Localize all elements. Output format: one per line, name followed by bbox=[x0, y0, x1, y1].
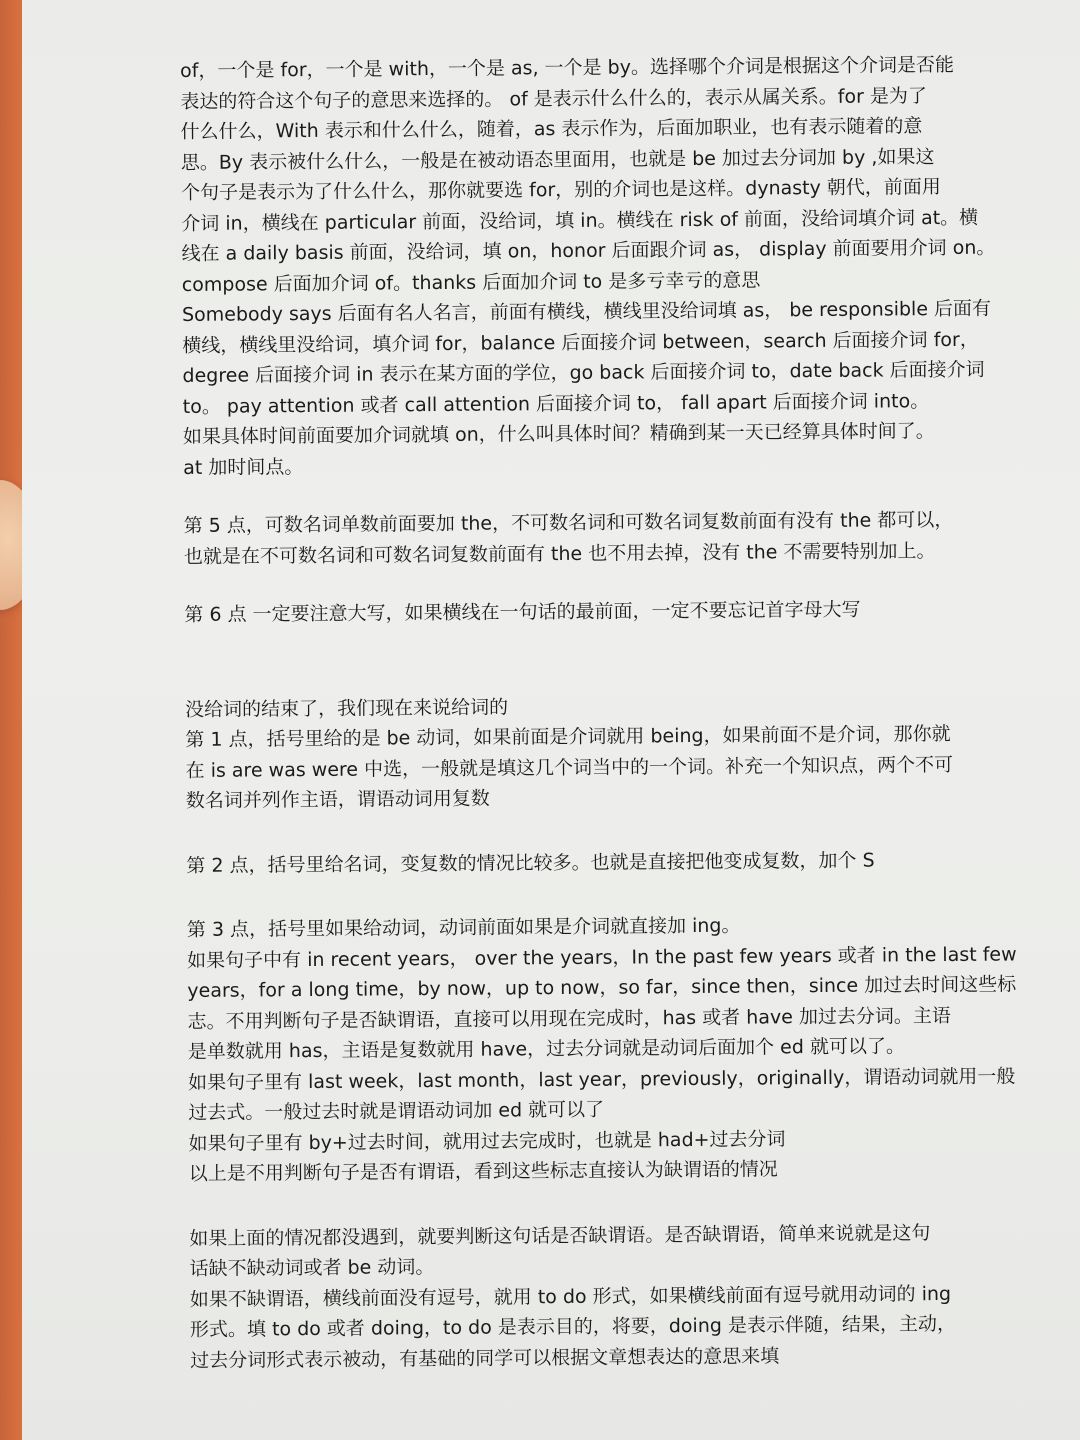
point-6-line: 第 6 点 一定要注意大写，如果横线在一句话的最前面，一定不要忘记首字母大写 bbox=[184, 598, 861, 626]
section-given-words-line: 在 is are was were 中选，一般就是填这几个词当中的一个词。补充一个知识点，两个不可 bbox=[185, 753, 954, 782]
text-line: at 加时间点。 bbox=[183, 455, 304, 479]
section-given-words-line: 没给词的结束了，我们现在来说给词的 bbox=[185, 695, 509, 721]
text-line: 个句子是表示为了什么什么，那你就要选 for，别的介词也是这样。dynasty 朝代，前面用 bbox=[180, 176, 941, 204]
text-line: of，一个是 for，一个是 with，一个是 as, 一个是 by。选择哪个介词是根据这个介词是否能 bbox=[180, 53, 955, 82]
text-line: degree 后面接介词 in 表示在某方面的学位，go back 后面接介词 to，date back 后面接介词 bbox=[182, 358, 985, 387]
point-3-line: 是单数就用 has，主语是复数就用 have，过去分词就是动词后面加个 ed 就可以了。 bbox=[187, 1035, 906, 1063]
text-line: compose 后面加介词 of。thanks 后面加介词 to 是多亏幸亏的意思 bbox=[181, 268, 761, 296]
point-2-line: 第 2 点，括号里给名词，变复数的情况比较多。也就是直接把他变成复数，加个 S bbox=[186, 849, 875, 877]
point-5-line: 也就是在不可数名词和可数名词复数前面有 the 也不用去掉，没有 the 不需要特别加上。 bbox=[183, 539, 936, 568]
point-3-line: 第 3 点，括号里如果给动词，动词前面如果是介词就直接加 ing。 bbox=[186, 914, 741, 941]
text-line: 线在 a daily basis 前面，没给词，填 on，honor 后面跟介词 as， display 前面要用介词 on。 bbox=[181, 236, 996, 265]
paper-page bbox=[22, 0, 1080, 1440]
section-given-words-line: 第 1 点，括号里给的是 be 动词，如果前面是介词就用 being，如果前面不是介词，那你就 bbox=[185, 722, 951, 751]
final-paragraph-line: 如果不缺谓语，横线前面没有逗号，就用 to do 形式，如果横线前面有逗号就用动词的 ing bbox=[189, 1282, 952, 1311]
point-3-line: 如果句子里有 by+过去时间，就用过去完成时，也就是 had+过去分词 bbox=[188, 1127, 786, 1155]
final-paragraph-line: 话缺不缺动词或者 be 动词。 bbox=[189, 1256, 435, 1280]
text-line: 介词 in，横线在 particular 前面，没给词，填 in。横线在 risk of 前面，没给词填介词 at。横 bbox=[181, 206, 979, 235]
point-3-line: years，for a long time，by now，up to now，so far，since then，since 加过去时间这些标 bbox=[187, 973, 1017, 1002]
text-line: 表达的符合这个句子的意思来选择的。 of 是表示什么什么的，表示从属关系。for 是为了 bbox=[180, 84, 927, 113]
point-5-line: 第 5 点，可数名词单数前面要加 the，不可数名词和可数名词复数前面有没有 the 都可以， bbox=[183, 508, 954, 537]
point-3-line: 如果句子中有 in recent years， over the years，In the past few years 或者 in the last few bbox=[187, 942, 1017, 972]
section-given-words-line: 数名词并列作主语，谓语动词用复数 bbox=[185, 787, 490, 812]
text-line: 如果具体时间前面要加介词就填 on，什么叫具体时间？精确到某一天已经算具体时间了。 bbox=[182, 420, 935, 448]
final-paragraph-line: 如果上面的情况都没遇到，就要判断这句话是否缺谓语。是否缺谓语，简单来说就是这句 bbox=[189, 1221, 931, 1250]
document-body bbox=[180, 49, 1050, 1376]
text-line: Somebody says 后面有名人名言，前面有横线，横线里没给词填 as， be responsible 后面有 bbox=[181, 297, 992, 326]
text-line: 横线，横线里没给词，填介词 for，balance 后面接介词 between，search 后面接介词 for， bbox=[182, 328, 979, 357]
text-line: to。 pay attention 或者 call attention 后面接介词 to， fall apart 后面接介词 into。 bbox=[182, 389, 930, 418]
point-3-line: 志。不用判断句子是否缺谓语，直接可以用现在完成时，has 或者 have 加过去分词。主语 bbox=[187, 1004, 951, 1033]
text-line: 思。By 表示被什么什么，一般是在被动语态里面用，也就是 be 加过去分词加 by ,如果这 bbox=[180, 145, 935, 174]
point-3-line: 以上是不用判断句子是否有谓语，看到这些标志直接认为缺谓语的情况 bbox=[188, 1158, 778, 1185]
point-3-line: 过去式。一般过去时就是谓语动词加 ed 就可以了 bbox=[188, 1098, 605, 1124]
point-3-line: 如果句子里有 last week，last month，last year，previously，originally，谓语动词就用一般 bbox=[187, 1064, 1016, 1094]
final-paragraph-line: 形式。填 to do 或者 doing，to do 是表示目的，将要，doing 是表示伴随，结果，主动， bbox=[189, 1312, 957, 1341]
final-paragraph-line: 过去分词形式表示被动，有基础的同学可以根据文章想表达的意思来填 bbox=[190, 1344, 780, 1372]
text-line: 什么什么，With 表示和什么什么，随着，as 表示作为，后面加职业，也有表示随着的意 bbox=[180, 115, 923, 143]
